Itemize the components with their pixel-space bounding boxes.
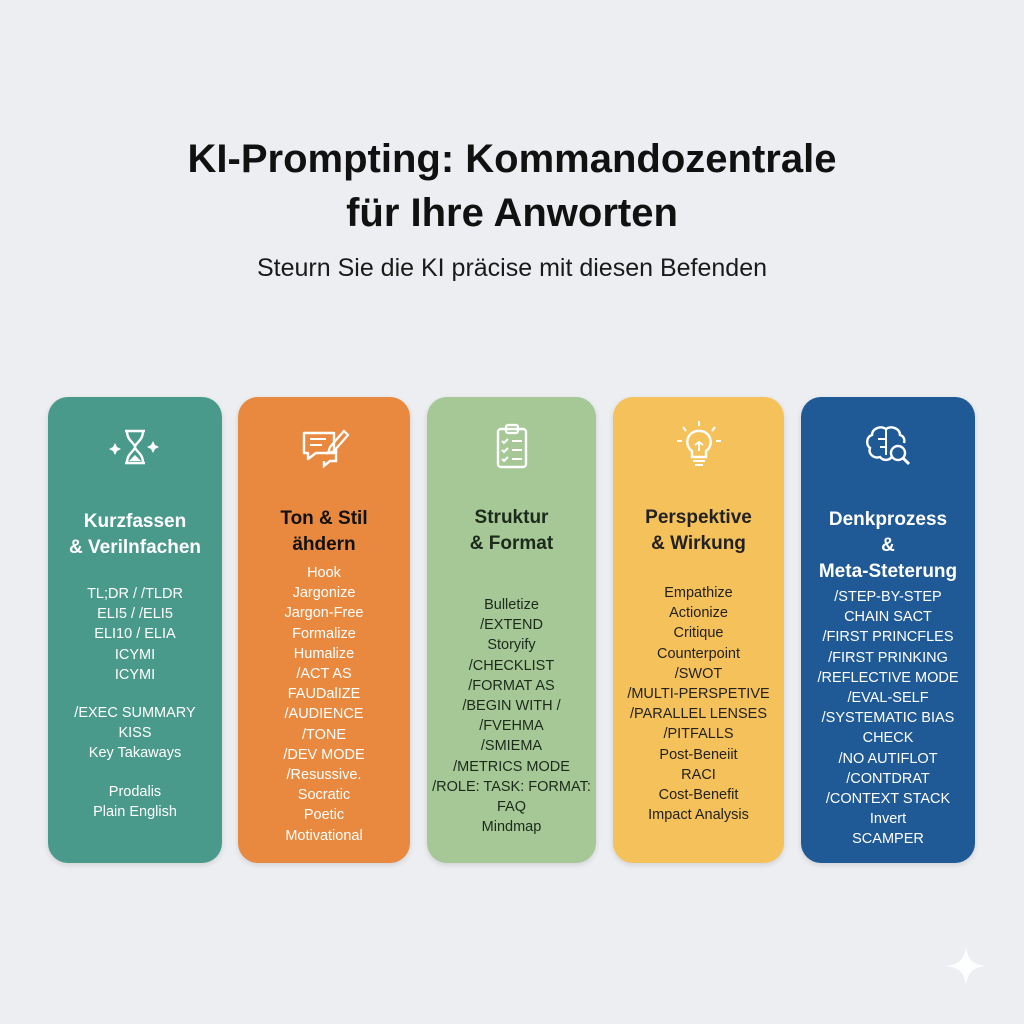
command-item: Formalize — [292, 625, 356, 642]
card-title — [427, 505, 596, 557]
card-title-line: & Verilnfachen — [69, 537, 201, 558]
command-item: SCAMPER — [852, 831, 924, 848]
speech-bubble-pen-icon — [296, 419, 352, 475]
command-item: Empathize — [664, 585, 733, 601]
command-item: Bulletize — [484, 597, 539, 613]
command-item: /TONE — [301, 726, 347, 743]
command-item: /CONTDRAT — [846, 770, 930, 787]
command-item: ICYMI — [114, 666, 156, 683]
command-list — [427, 595, 596, 837]
command-item: /ACT AS — [296, 666, 352, 683]
command-item: /EXTEND — [480, 617, 543, 634]
command-item: /EXEC SUMMARY — [74, 705, 196, 722]
command-item: /REFLECTIVE MODE — [817, 669, 959, 686]
command-item: Storyify — [487, 637, 536, 654]
subtitle: Steurn Sie die KI präcise mit diesen Befenden — [256, 254, 768, 282]
command-item: Jargonize — [292, 585, 356, 602]
card-title — [238, 506, 410, 558]
card-title-line: & Wirkung — [651, 533, 746, 554]
command-item: Jargon-Free — [284, 605, 364, 622]
command-group — [613, 583, 784, 825]
command-item: /SYSTEMATIC BIAS CHECK — [821, 710, 955, 747]
command-item: /STEP-BY-STEP — [834, 589, 942, 605]
command-item: /CHECKLIST — [468, 657, 555, 674]
card-title-line: Denkprozess — [828, 509, 948, 530]
clipboard-checklist-icon-wrap — [427, 419, 596, 475]
card-4 — [613, 397, 784, 863]
command-item: /BEGIN WITH / — [462, 698, 561, 715]
command-item: Counterpoint — [656, 645, 741, 662]
command-item: Socratic — [297, 787, 351, 804]
command-item: /PITFALLS — [663, 726, 734, 743]
command-group — [427, 595, 596, 837]
card-title-line: Kurzfassen — [83, 511, 187, 532]
command-item: Plain English — [93, 803, 177, 820]
command-item: /CONTEXT STACK — [825, 791, 951, 808]
brain-magnifier-icon-wrap — [801, 419, 975, 475]
command-item: ICYMI — [114, 646, 156, 663]
command-item: /DEV MODE — [283, 746, 365, 763]
command-item: ELI5 / /ELI5 — [97, 606, 173, 623]
command-item: /ROLE: TASK: FORMAT: — [432, 778, 591, 795]
command-item: Prodalis — [108, 783, 162, 800]
command-item: /FORMAT AS — [468, 677, 555, 694]
command-item: /MULTI-PERSPETIVE — [627, 686, 770, 703]
card-title-line: & Format — [469, 533, 554, 554]
command-group — [48, 703, 222, 764]
command-item: ELI10 / ELIA — [94, 626, 176, 643]
hourglass-sparkle-icon — [107, 419, 163, 475]
clipboard-checklist-icon — [484, 419, 540, 475]
command-item: Impact Analysis — [648, 807, 749, 824]
card-5 — [801, 397, 975, 863]
lightbulb-icon-wrap — [613, 419, 784, 475]
command-list — [48, 584, 222, 822]
card-title-line: & — [881, 535, 895, 556]
command-item: KISS — [118, 725, 152, 742]
command-item: /FIRST PRINCFLES — [822, 629, 954, 646]
command-item: Mindmap — [481, 819, 542, 836]
command-item: /FIRST PRINKING — [828, 649, 948, 666]
sparkle-watermark-icon — [944, 944, 988, 988]
command-item: Post-Beneiit — [659, 746, 738, 763]
title-line-1: KI-Prompting: Kommandozentrale — [187, 137, 837, 181]
card-title — [48, 509, 222, 561]
command-item: Critique — [673, 625, 724, 642]
command-list — [801, 587, 975, 850]
speech-bubble-pen-icon-wrap — [238, 419, 410, 475]
title-line-2: für Ihre Anworten — [346, 191, 678, 235]
command-item: RACI — [681, 766, 716, 783]
brain-magnifier-icon — [860, 419, 916, 475]
card-title-line: Meta-Steterung — [818, 561, 958, 582]
command-item: Poetic — [303, 807, 345, 824]
card-title-line: Perspektive — [645, 507, 752, 528]
command-item: Cost-Benefit — [658, 787, 739, 804]
command-group — [801, 587, 975, 850]
card-3 — [427, 397, 596, 863]
command-item: /NO AUTIFLOT — [838, 750, 938, 767]
command-group — [48, 782, 222, 822]
command-item: /Resussive. — [286, 767, 362, 784]
command-item: /PARALLEL LENSES — [629, 706, 767, 723]
card-title-line: Ton & Stil — [280, 508, 368, 529]
command-item: /SWOT — [674, 665, 723, 682]
command-group — [48, 584, 222, 685]
command-item: /METRICS MODE — [453, 758, 570, 775]
command-item: CHAIN SACT — [844, 609, 932, 626]
command-group — [238, 563, 410, 846]
hourglass-sparkle-icon-wrap — [48, 419, 222, 475]
page-title — [0, 132, 1024, 240]
command-list — [613, 583, 784, 825]
command-item: /SMIEMA — [480, 738, 543, 755]
card-1 — [48, 397, 222, 863]
command-item: Hook — [307, 565, 341, 581]
card-2 — [238, 397, 410, 863]
command-item: FAUDalIZE — [287, 686, 361, 703]
card-title-line: ähdern — [292, 534, 356, 555]
command-item: /EVAL-SELF — [847, 690, 929, 707]
command-list — [238, 563, 410, 846]
command-item: Invert — [869, 811, 907, 828]
card-title — [801, 507, 975, 585]
command-item: Motivational — [285, 827, 363, 844]
command-item: /AUDIENCE — [284, 706, 364, 723]
card-title — [613, 505, 784, 557]
command-item: FAQ — [496, 799, 526, 816]
command-item: Humalize — [293, 645, 355, 662]
command-item: TL;DR / /TLDR — [87, 586, 183, 602]
command-item: /FVEHMA — [479, 718, 544, 735]
command-item: Actionize — [669, 605, 728, 622]
command-item: Key Takaways — [88, 745, 182, 762]
lightbulb-icon — [671, 419, 727, 475]
card-title-line: Struktur — [474, 507, 549, 528]
